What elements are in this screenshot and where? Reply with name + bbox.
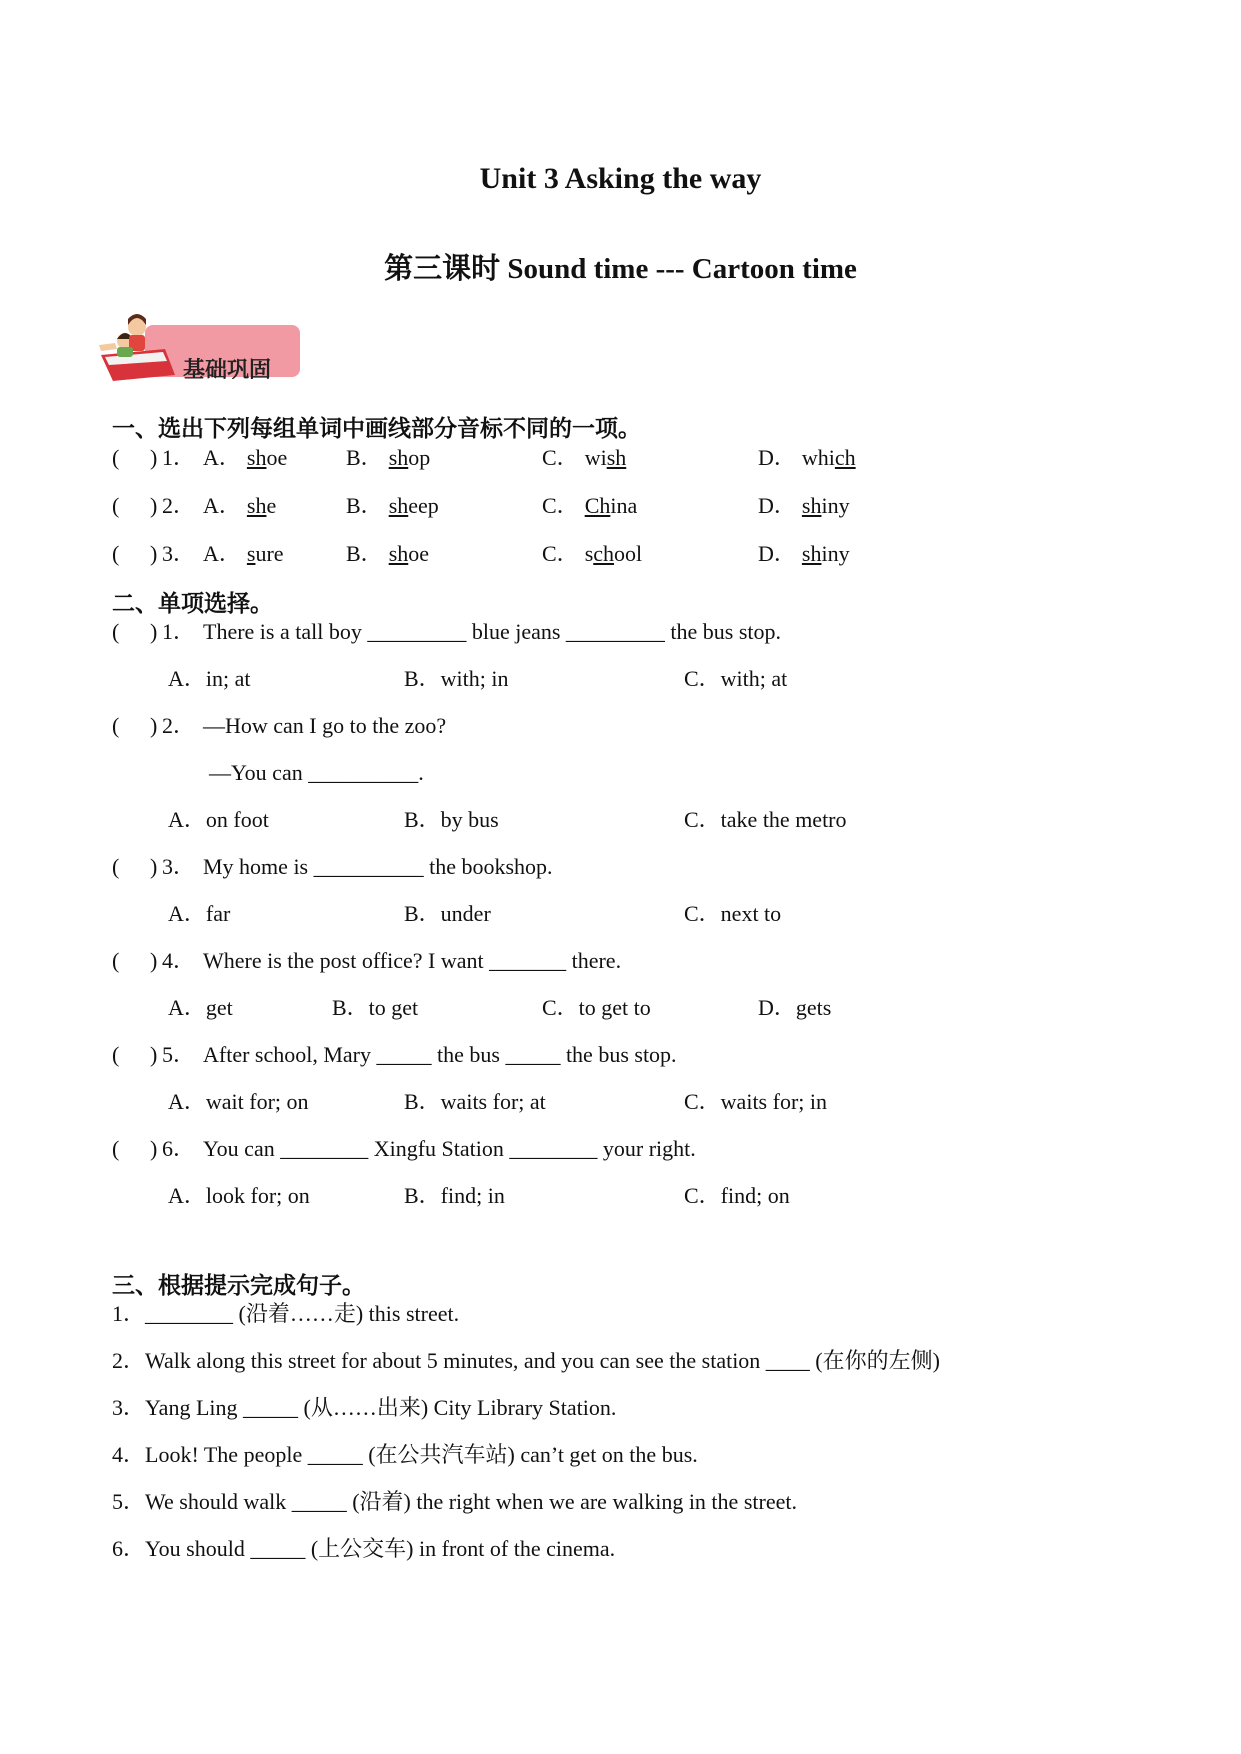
- answer-paren-open[interactable]: (: [112, 713, 120, 738]
- completion-item: [112, 1391, 1132, 1425]
- option-b: B．to get: [332, 995, 419, 1020]
- answer-paren-open[interactable]: (: [112, 619, 120, 644]
- option-b: B． shoe: [346, 541, 430, 566]
- question-text: Where is the post office? I want _______ there.: [203, 948, 622, 973]
- options-row: [112, 803, 1012, 837]
- option-b: B． shop: [346, 445, 431, 470]
- question-text-line2: —You can __________.: [209, 760, 424, 785]
- section-banner: [95, 305, 310, 381]
- options-row: [112, 1179, 1012, 1213]
- completion-text: 6．You should _____ (上公交车) in front of the cinema.: [112, 1536, 616, 1561]
- kids-on-book-illustration: [95, 305, 190, 381]
- question-number: 4．: [162, 948, 196, 973]
- answer-paren-open[interactable]: (: [112, 1136, 120, 1161]
- question-text: There is a tall boy _________ blue jeans _________ the bus stop.: [203, 619, 782, 644]
- section1-item: [112, 489, 1012, 523]
- option-c: C．to get to: [542, 995, 651, 1020]
- question-number: 3．: [162, 854, 196, 879]
- option-c: C． school: [542, 541, 643, 566]
- option-b: B． sheep: [346, 493, 439, 518]
- question-number: 5．: [162, 1042, 196, 1067]
- option-d: D． shiny: [758, 541, 850, 566]
- answer-paren-close: ): [150, 445, 158, 470]
- completion-text: 5．We should walk _____ (沿着) the right when we are walking in the street.: [112, 1489, 797, 1514]
- answer-paren-close: ): [150, 493, 158, 518]
- option-a: A． she: [203, 493, 277, 518]
- option-d: D． shiny: [758, 493, 850, 518]
- question-number: 1．: [162, 619, 196, 644]
- option-b: B．find; in: [404, 1183, 505, 1208]
- option-a: A． sure: [203, 541, 284, 566]
- completion-item: [112, 1532, 1132, 1566]
- answer-paren-close: ): [150, 713, 158, 738]
- option-a: A． shoe: [203, 445, 288, 470]
- question-row: [112, 709, 1012, 743]
- question-text: —How can I go to the zoo?: [203, 713, 447, 738]
- completion-text: 1．________ (沿着……走) this street.: [112, 1301, 460, 1326]
- option-a: A．look for; on: [168, 1183, 310, 1208]
- section2-heading: 二、单项选择。: [112, 591, 273, 616]
- options-row: [112, 662, 1012, 696]
- question-number: 2．: [162, 713, 196, 738]
- completion-text: 2．Walk along this street for about 5 minutes, and you can see the station ____ (在你的左侧): [112, 1348, 940, 1373]
- option-b: B．with; in: [404, 666, 509, 691]
- page-subtitle: 第三课时 Sound time --- Cartoon time: [384, 253, 857, 285]
- answer-paren-open[interactable]: (: [112, 445, 120, 470]
- question-row: [112, 850, 1012, 884]
- option-c: C．take the metro: [684, 807, 847, 832]
- option-c: C．waits for; in: [684, 1089, 827, 1114]
- completion-item: [112, 1297, 1132, 1331]
- answer-paren-close: ): [150, 1136, 158, 1161]
- answer-paren-open[interactable]: (: [112, 541, 120, 566]
- question-row: [112, 944, 1012, 978]
- question-row: [112, 615, 1012, 649]
- question-continuation: [112, 756, 1012, 790]
- section1-heading: 一、选出下列每组单词中画线部分音标不同的一项。: [112, 416, 641, 441]
- answer-paren-open[interactable]: (: [112, 948, 120, 973]
- option-c: C．find; on: [684, 1183, 790, 1208]
- completion-item: [112, 1485, 1132, 1519]
- completion-item: [112, 1344, 1132, 1378]
- options-row: [112, 897, 1012, 931]
- question-text: After school, Mary _____ the bus _____ the bus stop.: [203, 1042, 677, 1067]
- option-d: D． which: [758, 445, 856, 470]
- answer-paren-close: ): [150, 948, 158, 973]
- answer-paren-close: ): [150, 619, 158, 644]
- completion-text: 3．Yang Ling _____ (从……出来) City Library Station.: [112, 1395, 617, 1420]
- option-a: A．far: [168, 901, 231, 926]
- answer-paren-close: ): [150, 854, 158, 879]
- option-a: A．in; at: [168, 666, 251, 691]
- completion-item: [112, 1438, 1132, 1472]
- option-c: C． wish: [542, 445, 627, 470]
- section1-item: [112, 441, 1012, 475]
- option-c: C．with; at: [684, 666, 788, 691]
- question-number: 3．: [162, 541, 196, 566]
- options-row: [112, 991, 1012, 1025]
- option-d: D．gets: [758, 995, 832, 1020]
- answer-paren-open[interactable]: (: [112, 854, 120, 879]
- question-number: 1．: [162, 445, 196, 470]
- option-b: B．by bus: [404, 807, 499, 832]
- section3-heading: 三、根据提示完成句子。: [112, 1273, 365, 1298]
- option-b: B．under: [404, 901, 491, 926]
- banner-label: 基础巩固: [183, 357, 272, 379]
- options-row: [112, 1085, 1012, 1119]
- question-row: [112, 1038, 1012, 1072]
- section1-item: [112, 537, 1012, 571]
- completion-text: 4．Look! The people _____ (在公共汽车站) can’t get on the bus.: [112, 1442, 698, 1467]
- answer-paren-close: ): [150, 541, 158, 566]
- option-c: C．next to: [684, 901, 782, 926]
- question-number: 6．: [162, 1136, 196, 1161]
- answer-paren-open[interactable]: (: [112, 493, 120, 518]
- option-a: A．wait for; on: [168, 1089, 309, 1114]
- answer-paren-close: ): [150, 1042, 158, 1067]
- question-text: My home is __________ the bookshop.: [203, 854, 553, 879]
- option-a: A．on foot: [168, 807, 269, 832]
- answer-paren-open[interactable]: (: [112, 1042, 120, 1067]
- question-row: [112, 1132, 1012, 1166]
- option-c: C． China: [542, 493, 638, 518]
- option-a: A．get: [168, 995, 233, 1020]
- option-b: B．waits for; at: [404, 1089, 546, 1114]
- question-text: You can ________ Xingfu Station ________ your right.: [203, 1136, 696, 1161]
- page-title: Unit 3 Asking the way: [479, 162, 762, 195]
- question-number: 2．: [162, 493, 196, 518]
